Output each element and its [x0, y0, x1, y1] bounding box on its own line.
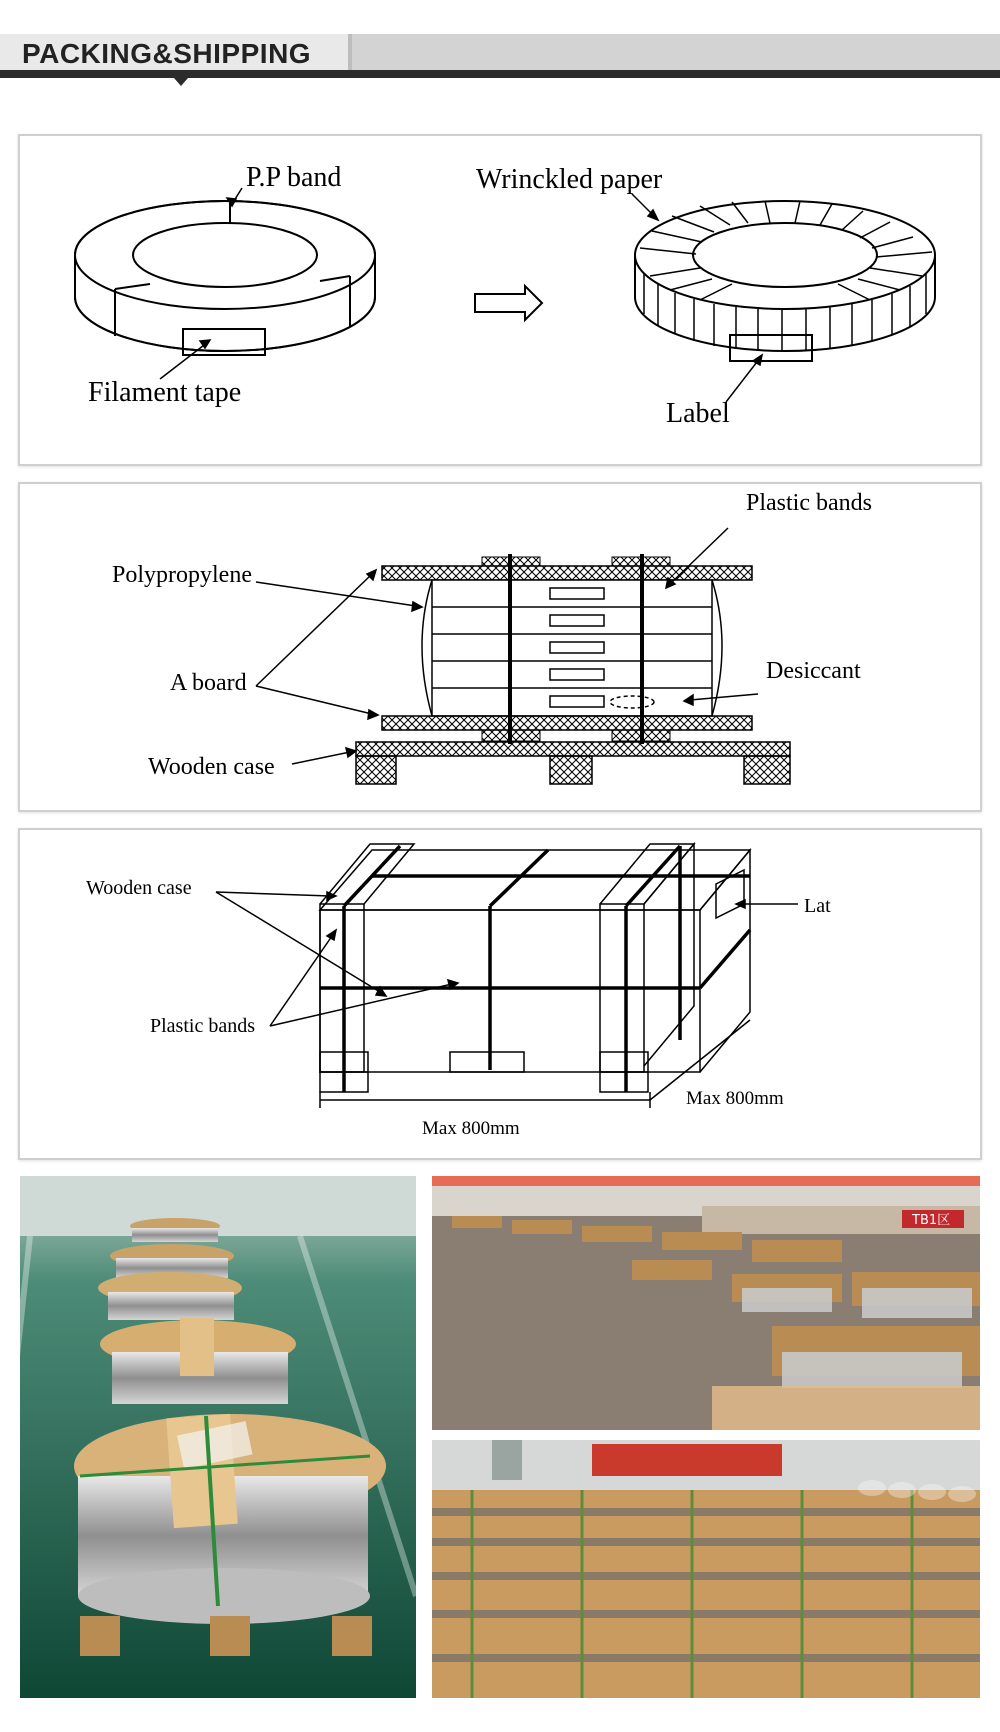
wooden-case-diagram [18, 828, 982, 1160]
max-width-label: Max 800mm [422, 1118, 520, 1139]
wooden-case-label: Wooden case [86, 877, 192, 899]
plastic-bands-label: Plastic bands [150, 1015, 255, 1037]
case-label-label: Lat [804, 895, 831, 917]
stacked-coils-photo [432, 1440, 980, 1698]
section-header [0, 34, 1000, 78]
coils-on-wooden-boards-photo [20, 1176, 416, 1698]
max-depth-label: Max 800mm [686, 1088, 784, 1109]
filament-tape-label: Filament tape [88, 377, 242, 408]
wooden-case-label: Wooden case [148, 754, 275, 780]
desiccant-label: Desiccant [766, 658, 861, 684]
header-rule [0, 70, 1000, 78]
page-title: PACKING&SHIPPING [22, 38, 312, 69]
zone-sign-text: TB1区 [912, 1213, 951, 1228]
polypropylene-label: Polypropylene [112, 562, 252, 588]
coil-label-label: Label [666, 398, 730, 429]
a-board-label: A board [170, 670, 247, 696]
header-tab [0, 34, 352, 70]
pp-band-label: P.P band [246, 162, 342, 193]
warehouse-photo [432, 1176, 980, 1430]
header-notch [174, 78, 188, 86]
coil-pallet-diagram [18, 482, 982, 812]
plastic-bands-label: Plastic bands [746, 490, 872, 516]
wrinckled-paper-label: Wrinckled paper [476, 164, 663, 195]
coil-wrapping-diagram [18, 134, 982, 466]
